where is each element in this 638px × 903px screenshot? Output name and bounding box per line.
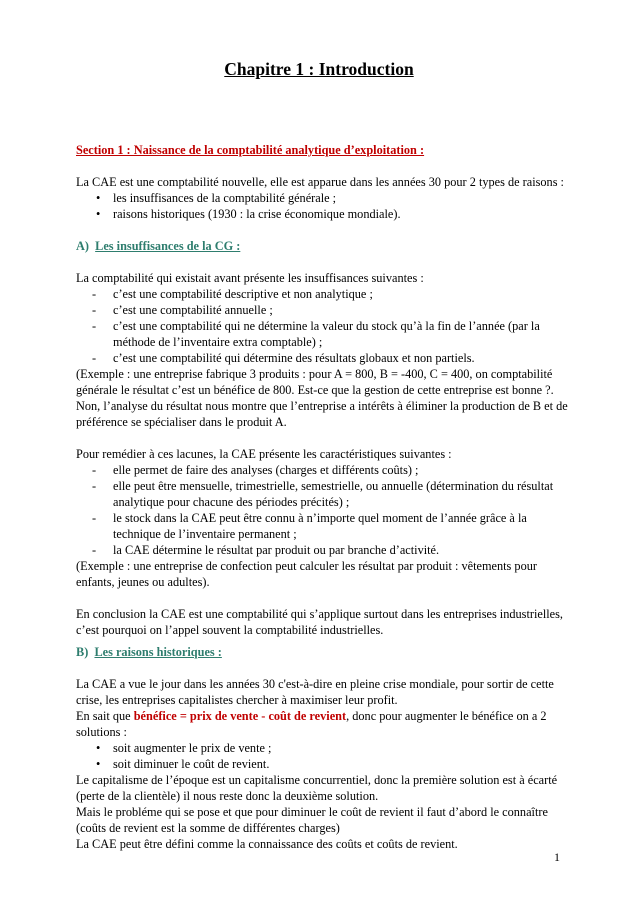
dash-marker: -: [92, 463, 97, 477]
subsection-b-heading: B) Les raisons historiques :: [76, 645, 222, 659]
dash-marker: -: [92, 287, 97, 301]
section1-heading: Section 1 : Naissance de la comptabilité analytique d’exploitation :: [76, 143, 425, 157]
list-item: - c’est une comptabilité qui ne détermine la valeur du stock qu’à la fin de l’année (par la méthode de l’inventaire extra comptable) ;: [92, 319, 540, 349]
list-item: • les insuffisances de la comptabilité générale ;: [96, 191, 337, 205]
dash-marker: -: [92, 479, 97, 493]
list-item: - elle permet de faire des analyses (charges et différents coûts) ;: [92, 463, 419, 477]
list-item: - la CAE détermine le résultat par produit ou par branche d’activité.: [92, 543, 440, 557]
bullet-icon: •: [96, 207, 101, 221]
bullet-icon: •: [96, 757, 101, 771]
list-item: - elle peut être mensuelle, trimestrielle, semestrielle, ou annuelle (détermination du résultat analytique pour chacune des périodes précités) ;: [92, 479, 554, 509]
list-item: - c’est une comptabilité descriptive et non analytique ;: [92, 287, 373, 301]
caracteristiques-list: [76, 462, 576, 558]
page-number: 1: [554, 850, 560, 864]
list-item: • raisons historiques (1930 : la crise économique mondiale).: [96, 207, 401, 221]
bullet-icon: •: [96, 741, 101, 755]
list-item: - le stock dans la CAE peut être connu à n’importe quel moment de l’année grâce à la technique de l’inventaire permanent ;: [92, 511, 527, 541]
list-item: - c’est une comptabilité qui détermine des résultats globaux et non partiels.: [92, 351, 475, 365]
historique-paragraph-2: En sait que bénéfice = prix de vente - coût de revient, donc pour augmenter le bénéfice on a 2 solutions :: [76, 709, 547, 739]
historique-paragraph-1: La CAE a vue le jour dans les années 30 c'est-à-dire en pleine crise mondiale, pour sortir de cette crise, les entreprises capitalistes chercher à maximiser leur profit.: [76, 677, 554, 707]
chapter-title: Chapitre 1 : Introduction: [224, 59, 414, 79]
list-item: - c’est une comptabilité annuelle ;: [92, 303, 273, 317]
list-item: • soit diminuer le coût de revient.: [96, 757, 270, 771]
insuffisances-list: [76, 286, 576, 366]
dash-marker: -: [92, 319, 97, 333]
example-paragraph: (Exemple : une entreprise fabrique 3 produits : pour A = 800, B = -400, C = 400, on comptabilité générale le résultat c’est un bénéfice de 800. Est-ce que la gestion de cette entreprise est bonne ?. Non, l’analyse du résultat nous montre que l’entreprise a intérêts à éliminer la production de B et de préférence se spécialiser dans le produit A.: [76, 367, 568, 429]
dash-marker: -: [92, 303, 97, 317]
list-item: • soit augmenter le prix de vente ;: [96, 741, 272, 755]
solutions-list: [76, 740, 576, 772]
example-paragraph-2: (Exemple : une entreprise de confection peut calculer les résultat par produit : vêtements pour enfants, jeunes ou adultes).: [76, 559, 537, 589]
bullet-icon: •: [96, 191, 101, 205]
historique-paragraph-3: Le capitalisme de l’époque est un capitalisme concurrentiel, donc la première solution est à écarté (perte de la clientèle) il nous reste donc la deuxième solution.: [76, 773, 558, 803]
remedy-intro: Pour remédier à ces lacunes, la CAE présente les caractéristiques suivantes :: [76, 447, 452, 461]
dash-marker: -: [92, 351, 97, 365]
section1-bullets: [76, 190, 576, 222]
dash-marker: -: [92, 543, 97, 557]
conclusion-paragraph: En conclusion la CAE est une comptabilité qui s’applique surtout dans les entreprises industrielles, c’est pourquoi on l’appel souvent la comptabilité industrielles.: [76, 607, 563, 637]
formula-highlight: bénéfice = prix de vente - coût de revient: [133, 709, 347, 723]
historique-paragraph-5: La CAE peut être défini comme la connaissance des coûts et coûts de revient.: [76, 837, 458, 851]
subsection-a-intro: La comptabilité qui existait avant présente les insuffisances suivantes :: [76, 271, 424, 285]
historique-paragraph-4: Mais le probléme qui se pose et que pour diminuer le coût de revient il faut d’abord le connaître (coûts de revient est la somme de différentes charges): [76, 805, 548, 835]
subsection-a-heading: A) Les insuffisances de la CG :: [76, 239, 241, 253]
section1-intro: La CAE est une comptabilité nouvelle, elle est apparue dans les années 30 pour 2 types de raisons :: [76, 175, 564, 189]
dash-marker: -: [92, 511, 97, 525]
page-content: [76, 142, 576, 852]
